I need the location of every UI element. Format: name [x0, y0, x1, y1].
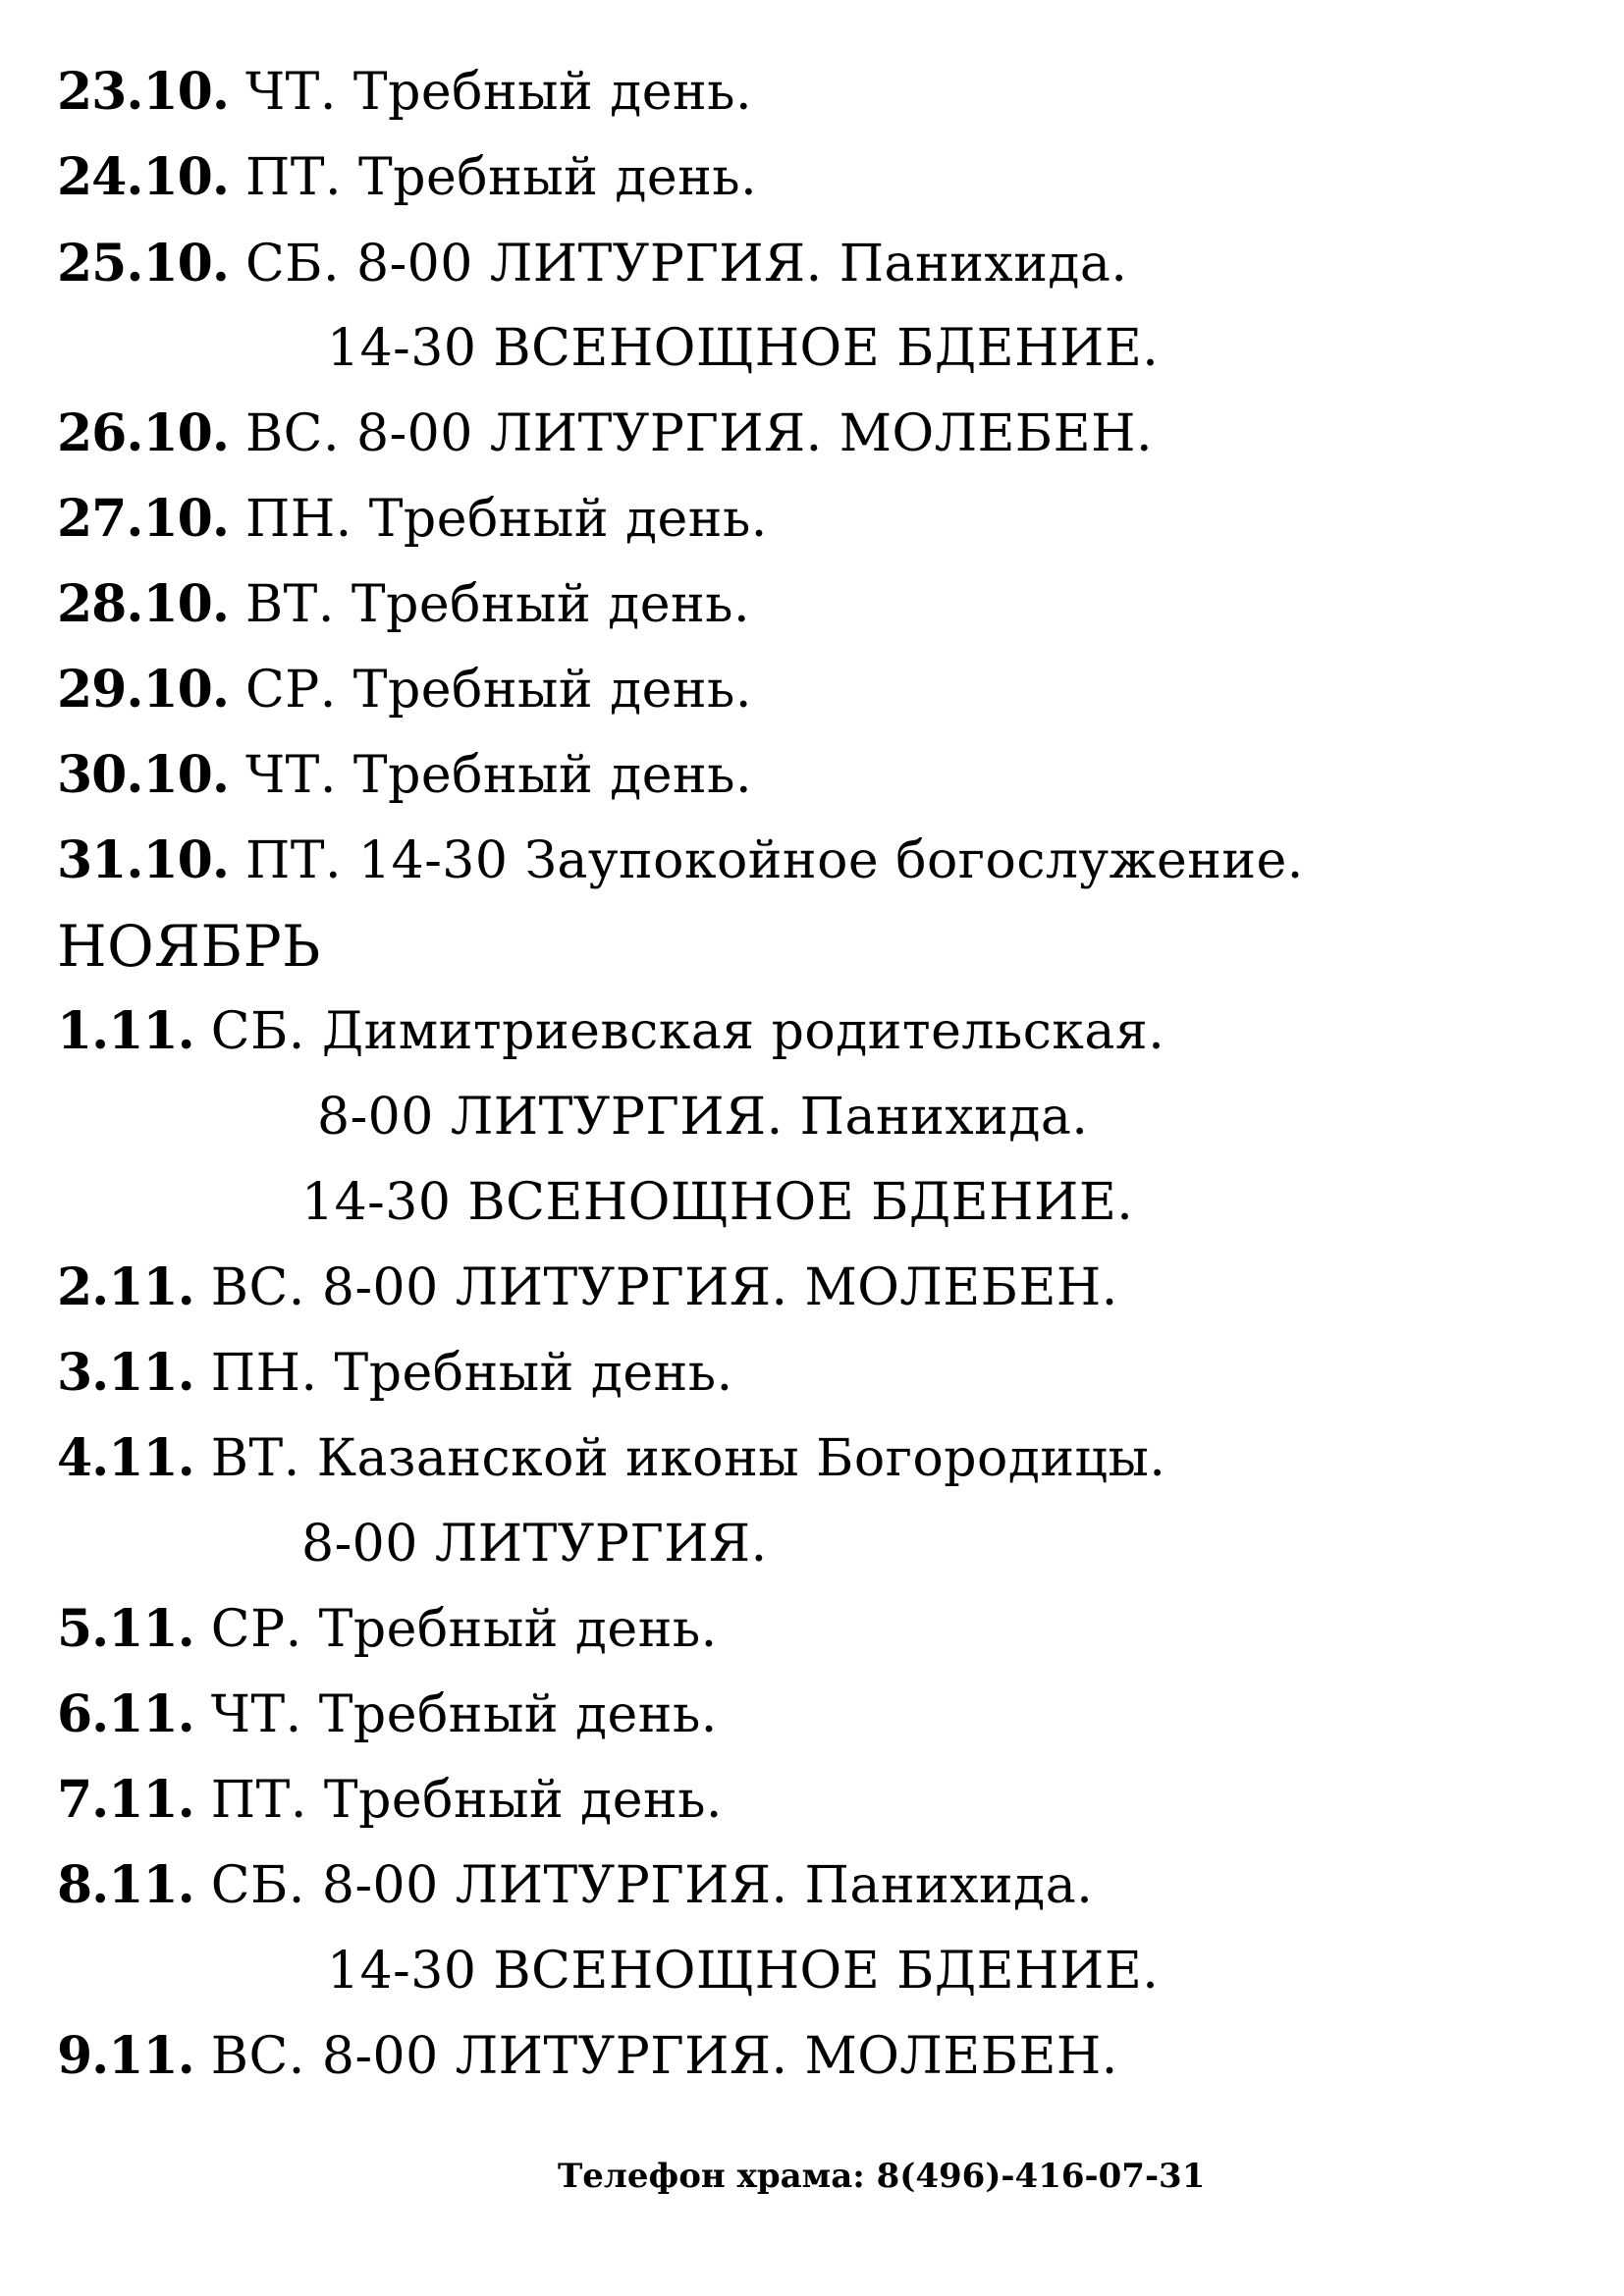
schedule-text: ВС. 8-00 ЛИТУРГИЯ. МОЛЕБЕН. [210, 2027, 1118, 2086]
schedule-text: ВС. 8-00 ЛИТУРГИЯ. МОЛЕБЕН. [244, 404, 1153, 463]
schedule-line [57, 1854, 1093, 1917]
date-label: 27.10. [57, 489, 229, 549]
schedule-line [57, 402, 1153, 465]
schedule-line [301, 1171, 1133, 1234]
date-label: 5.11. [57, 1599, 194, 1659]
schedule-line [327, 1940, 1159, 2002]
schedule-text: 14-30 ВСЕНОЩНОЕ БДЕНИЕ. [301, 1173, 1134, 1232]
date-label: 23.10. [57, 62, 229, 122]
schedule-text: ПН. Требный день. [210, 1344, 733, 1403]
schedule-line [57, 233, 1127, 295]
schedule-line [57, 61, 752, 124]
schedule-line [317, 1086, 1088, 1148]
schedule-text: 14-30 ВСЕНОЩНОЕ БДЕНИЕ. [327, 319, 1160, 378]
schedule-line [57, 1000, 1164, 1063]
date-label: 25.10. [57, 234, 229, 294]
schedule-text: 8-00 ЛИТУРГИЯ. [301, 1515, 768, 1574]
schedule-text: ВС. 8-00 ЛИТУРГИЯ. МОЛЕБЕН. [210, 1258, 1118, 1317]
date-label: 26.10. [57, 403, 229, 463]
schedule-text: ЧТ. Требный день. [244, 746, 752, 805]
schedule-line [57, 146, 757, 209]
schedule-text: СБ. 8-00 ЛИТУРГИЯ. Панихида. [244, 235, 1128, 294]
schedule-text: ПТ. 14-30 Заупокойное богослужение. [244, 831, 1304, 890]
schedule-line [327, 317, 1159, 380]
date-label: 9.11. [57, 2026, 194, 2086]
schedule-line [57, 1683, 718, 1746]
schedule-line [57, 1256, 1118, 1319]
schedule-line [57, 573, 750, 636]
date-label: 3.11. [57, 1343, 194, 1403]
schedule-text: ПН. Требный день. [244, 490, 768, 549]
schedule-line [57, 1342, 733, 1405]
date-label: 7.11. [57, 1770, 194, 1830]
schedule-text: ЧТ. Требный день. [244, 63, 752, 122]
schedule-text: ПТ. Требный день. [244, 148, 758, 207]
schedule-line [57, 744, 752, 807]
date-label: 31.10. [57, 830, 229, 890]
schedule-line [57, 1598, 718, 1661]
schedule-text: 8-00 ЛИТУРГИЯ. Панихида. [317, 1088, 1089, 1147]
church-phone: Телефон храма: 8(496)-416-07-31 [558, 2157, 1206, 2196]
date-label: 4.11. [57, 1428, 194, 1488]
schedule-line [57, 1427, 1165, 1490]
schedule-line [57, 488, 768, 551]
schedule-text: 14-30 ВСЕНОЩНОЕ БДЕНИЕ. [327, 1942, 1160, 2001]
date-label: 1.11. [57, 1001, 194, 1061]
month-title: НОЯБРЬ [57, 913, 321, 980]
schedule-text: СБ. Димитриевская родительская. [210, 1002, 1165, 1061]
schedule-line [57, 2025, 1118, 2088]
date-label: 6.11. [57, 1684, 194, 1744]
schedule-text: СР. Требный день. [210, 1600, 718, 1659]
schedule-line [57, 659, 752, 721]
date-label: 28.10. [57, 574, 229, 634]
month-heading [57, 915, 321, 978]
schedule-text: СБ. 8-00 ЛИТУРГИЯ. Панихида. [210, 1856, 1094, 1915]
date-label: 8.11. [57, 1855, 194, 1915]
schedule-text: ЧТ. Требный день. [210, 1685, 718, 1744]
schedule-text: ВТ. Казанской иконы Богородицы. [210, 1429, 1166, 1488]
date-label: 30.10. [57, 745, 229, 805]
date-label: 2.11. [57, 1257, 194, 1317]
schedule-text: ВТ. Требный день. [244, 575, 750, 634]
date-label: 24.10. [57, 147, 229, 207]
date-label: 29.10. [57, 660, 229, 720]
schedule-text: ПТ. Требный день. [210, 1771, 723, 1830]
schedule-line [57, 829, 1304, 892]
schedule-line [57, 1769, 723, 1832]
schedule-line [301, 1513, 768, 1575]
schedule-text: СР. Требный день. [244, 661, 752, 720]
